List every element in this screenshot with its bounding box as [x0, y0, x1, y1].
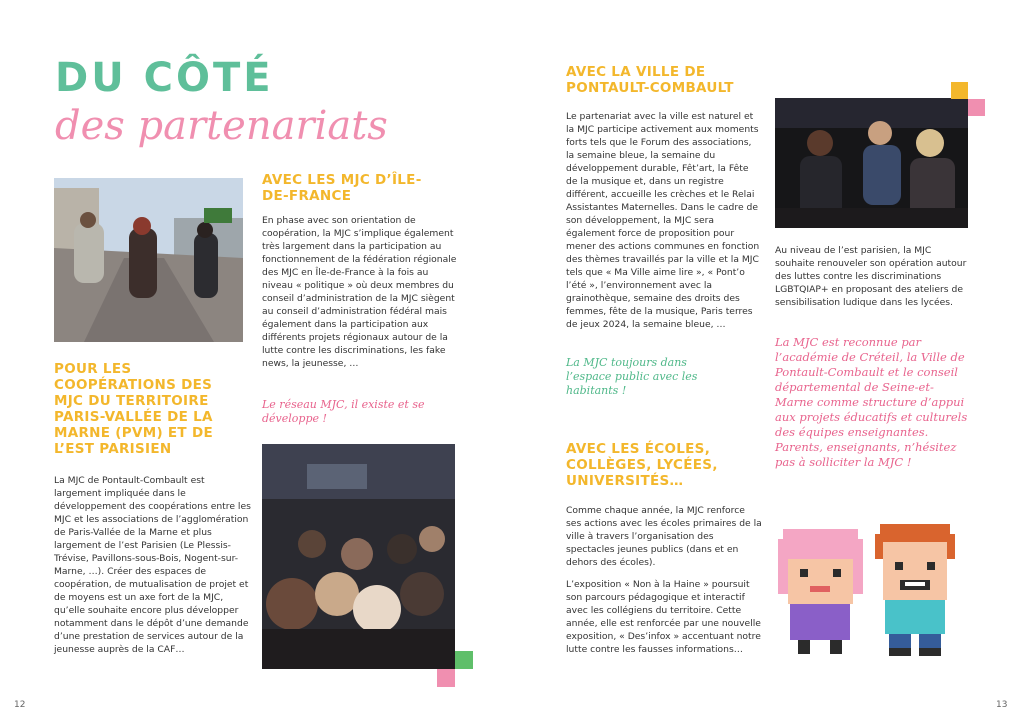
page-number-right: 13	[996, 700, 1008, 710]
quote-creteil: La MJC est reconnue par l’académie de Créteil, la Ville de Pontault-Combault et le conseil départemental de Seine-et-Marne comme structure d’appui aux projets éducatifs et culturels des équipes enseignantes. Parents, enseignants, n’hésitez pas à solliciter la MJC !	[775, 335, 968, 469]
page-title-line2: des partenariats	[55, 103, 388, 149]
decor-square-green	[455, 651, 473, 669]
body-pvm: La MJC de Pontault-Combault est largement impliquée dans le développement des coopérations entre les MJC et les associations de l’agglomération de Paris-Vallée de la Marne et plus largement de l’est Parisien (Le Plessis-Trévise, Pavillons-sous-Bois, Nogent-sur-Marne, …). Créer des espaces de coopération, de mutualisation de projet et de moyens est un axe fort de la MJC, qu’elle souhaite encore plus développer notamment dans le dépôt d’une demande d’une prestation de services autour de la jeunesse auprès de la CAF…	[54, 475, 251, 655]
quote-espace-public: La MJC toujours dans l’espace public avec les habitants !	[566, 356, 698, 397]
quote-reseau-mjc: Le réseau MJC, il existe et se développe !	[262, 398, 425, 425]
decor-square-yellow	[951, 82, 968, 99]
heading-ville: AVEC LA VILLE DE PONTAULT-COMBAULT	[566, 64, 734, 96]
decor-square-pink-right	[968, 99, 985, 116]
crowd-photo	[262, 444, 455, 669]
street-photo	[54, 178, 243, 342]
heading-pvm: POUR LES COOPÉRATIONS DES MJC DU TERRITOIRE PARIS-VALLÉE DE LA MARNE (PVM) ET DE L’EST PARISIEN	[54, 361, 213, 457]
body-ecoles-1: Comme chaque année, la MJC renforce ses actions avec les écoles primaires de la ville à travers l’organisation des spectacles jeunes publics (dans et en dehors des écoles).	[566, 505, 762, 568]
heading-ecoles: AVEC LES ÉCOLES, COLLÈGES, LYCÉES, UNIVERSITÉS…	[566, 441, 718, 489]
body-ville: Le partenariat avec la ville est naturel et la MJC participe activement aux moments forts tels que le Forum des associations, la semaine bleue, la semaine du développement durable, Fêt’art, la Fête de la musique et, dans un registre différent, accueille les crèches et le Relai Assistantes Maternelles. Dans le cadre de son développement, la MJC sera également force de proposition pour mener des actions communes en fonction des thèmes travaillés par la ville et la MJC tels que « Ma Ville aime lire », « Pont’o l’été », l’environnement avec la grainothèque, semaine des droits des femmes, fête de la musique, Paris terres de jeux 2024, la semaine bleue, …	[566, 111, 760, 330]
body-est-parisien: Au niveau de l’est parisien, la MJC souhaite renouveler son opération autour des luttes contre les discriminations LGBTQIAP+ en proposant des ateliers de sensibilisation ludique dans les lycées.	[775, 245, 967, 308]
page-number-left: 12	[14, 700, 26, 710]
workshop-photo	[775, 98, 968, 228]
heading-mjc-idf: AVEC LES MJC D’ÎLE-DE-FRANCE	[262, 172, 422, 204]
pixel-character-boy-illustration	[875, 524, 955, 656]
pixel-character-girl-illustration	[778, 524, 863, 654]
body-mjc-idf: En phase avec son orientation de coopération, la MJC s’implique également très largement dans la participation au fonctionnement de la fédération régionale des MJC en Île-de-France à la fois au niveau « politique » où deux membres du conseil d’administration de la MJC siègent au conseil d’administration fédéral mais également dans la participation aux différents projets régionaux autour de la lutte contre les discriminations, les fake news, la jeunesse, …	[262, 215, 457, 369]
body-ecoles-2: L’exposition « Non à la Haine » poursuit son parcours pédagogique et interactif avec les collégiens du territoire. Cette année, elle est renforcée par une nouvelle exposition, « Des’infox » accentuant notre lutte contre les fausses informations…	[566, 579, 761, 655]
page-title-line1: DU CÔTÉ	[55, 55, 274, 101]
decor-square-pink	[437, 669, 455, 687]
